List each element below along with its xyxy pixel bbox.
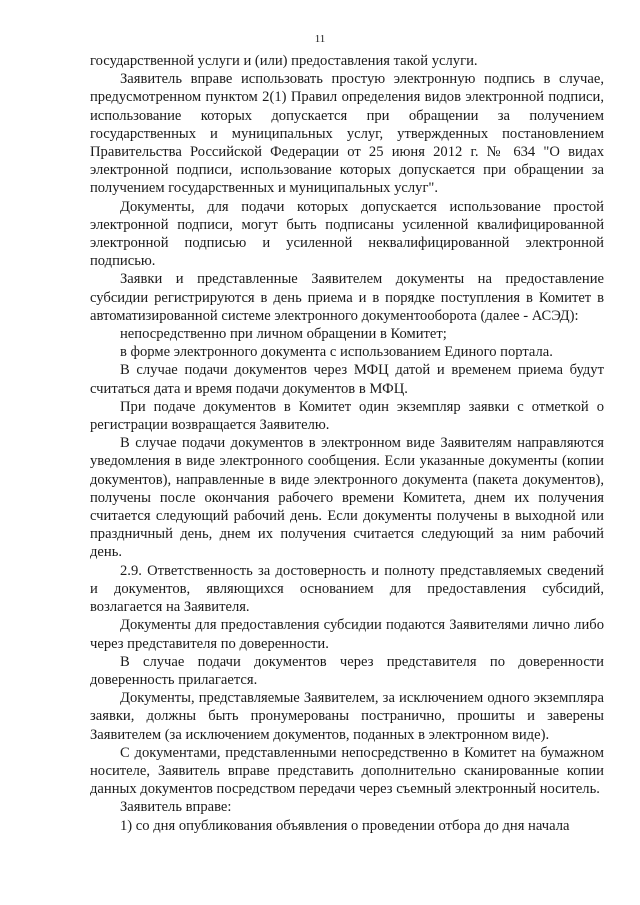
paragraph: непосредственно при личном обращении в Комитет; (120, 326, 447, 343)
paragraph: государственной услуги и (или) предоставления такой услуги. (90, 53, 478, 69)
paragraph: в форме электронного документа с использованием Единого портала. (120, 344, 553, 361)
paragraph: Заявитель вправе: (120, 799, 232, 816)
page-number: 11 (314, 33, 326, 45)
paragraph: В случае подачи документов в электронном виде Заявителям направляются уведомления в виде электронного сообщения. Если указанные документы (копии документов), направленные в виде электронного документа (пакета документов), получены после окончания рабочего времени Комитета, днем их получения считается следующий рабочий день. Если документы получены в выходной или праздничный день, днем их получения считается следующий за ним рабочий день. (90, 435, 604, 561)
document-body (90, 52, 604, 835)
paragraph: 2.9. Ответственность за достоверность и полноту представляемых сведений и документов, являющихся основанием для предоставления субсидий, возлагается на Заявителя. (90, 562, 604, 616)
paragraph: Заявитель вправе использовать простую электронную подпись в случае, предусмотренном пунктом 2(1) Правил определения видов электронной подписи, использование которых допускается при обращении за получением государственных и муниципальных услуг, утвержденных постановлением Правительства Российской Федерации от 25 июня 2012 г. № 634 "О видах электронной подписи, использование которых допускается при обращении за получением государственных и муниципальных услуг". (90, 71, 604, 197)
paragraph: 1) со дня опубликования объявления о проведении отбора до дня начала (120, 817, 570, 834)
paragraph: Документы для предоставления субсидии подаются Заявителями лично либо через представителя по доверенности. (90, 617, 604, 652)
paragraph: С документами, представленными непосредственно в Комитет на бумажном носителе, Заявитель вправе представить дополнительно сканированные копии данных документов посредством передачи через съемный электронный носитель. (90, 744, 604, 798)
paragraph: В случае подачи документов через МФЦ датой и временем приема будут считаться дата и время подачи документов в МФЦ. (90, 362, 604, 397)
paragraph: Заявки и представленные Заявителем документы на предоставление субсидии регистрируются в день приема и в порядке поступления в Комитет в автоматизированной системе электронного документооборота (далее - АСЭД): (90, 271, 604, 324)
paragraph: Документы, для подачи которых допускается использование простой электронной подписи, могут быть подписаны усиленной квалифицированной электронной подписью и усиленной неквалифицированной электронной подписью. (90, 198, 604, 270)
paragraph: При подаче документов в Комитет один экземпляр заявки с отметкой о регистрации возвращается Заявителю. (90, 398, 604, 434)
paragraph: В случае подачи документов через представителя по доверенности доверенность прилагается. (90, 653, 604, 688)
paragraph: Документы, представляемые Заявителем, за исключением одного экземпляра заявки, должны быть пронумерованы постранично, прошиты и заверены Заявителем (за исключением документов, поданных в электронном виде). (90, 690, 604, 743)
